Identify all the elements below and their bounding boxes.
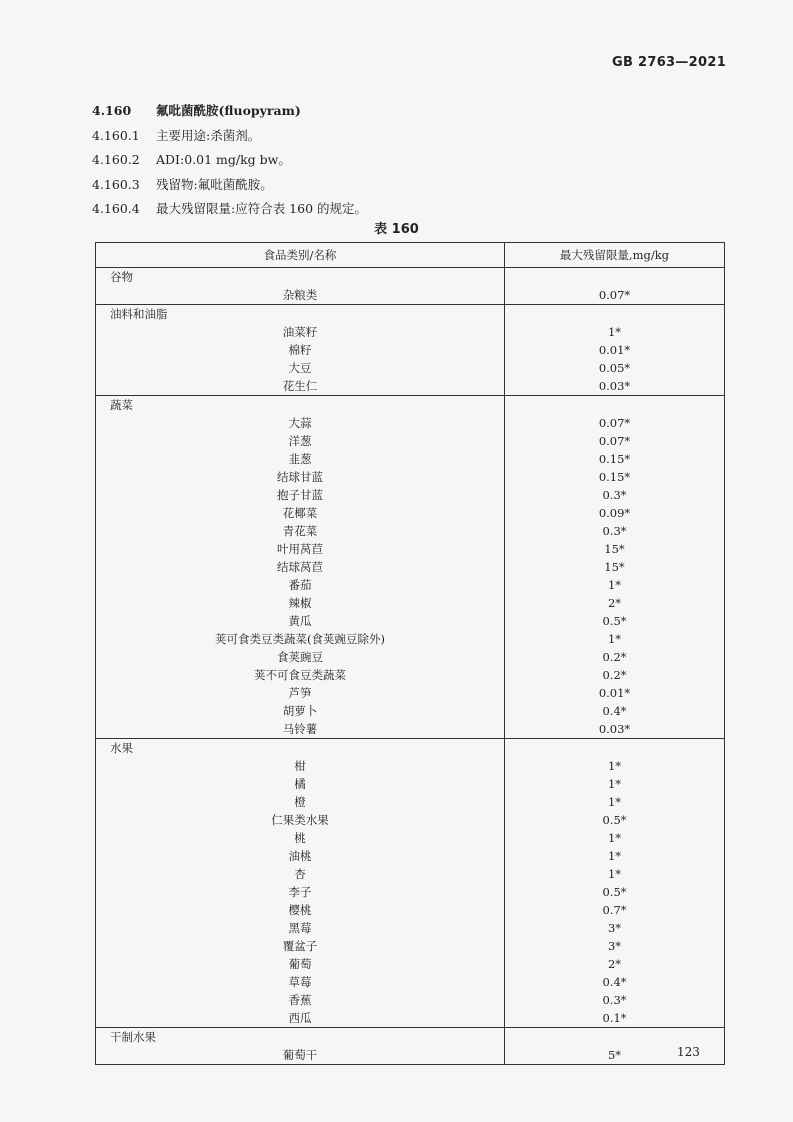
food-name-cell: 大蒜 (96, 414, 505, 432)
table-row (96, 973, 725, 991)
clause-line (92, 124, 367, 149)
table-row (96, 286, 725, 305)
clause-text: 最大残留限量:应符合表 160 的规定。 (156, 201, 368, 216)
clause-number: 4.160.2 (92, 152, 140, 167)
food-name-cell: 仁果类水果 (96, 811, 505, 829)
food-name-cell: 香蕉 (96, 991, 505, 1009)
clause-number: 4.160.1 (92, 127, 140, 143)
mrl-value-cell: 0.4* (505, 973, 725, 991)
mrl-value-cell: 1* (505, 793, 725, 811)
table-row (96, 1046, 725, 1065)
table-row (96, 811, 725, 829)
table-row (96, 720, 725, 739)
category-row (96, 268, 725, 287)
table-row (96, 684, 725, 702)
table-row (96, 901, 725, 919)
table-row (96, 648, 725, 666)
table-row (96, 793, 725, 811)
food-name-cell: 李子 (96, 883, 505, 901)
mrl-value-cell: 3* (505, 919, 725, 937)
food-name-cell: 韭葱 (96, 450, 505, 468)
table-row (96, 468, 725, 486)
food-name-cell: 覆盆子 (96, 937, 505, 955)
table-row (96, 522, 725, 540)
category-label: 干制水果 (96, 1028, 505, 1047)
standard-code: GB 2763—2021 (612, 55, 727, 70)
table-row (96, 341, 725, 359)
mrl-value-cell: 1* (505, 576, 725, 594)
category-label: 谷物 (96, 268, 505, 287)
mrl-value-cell: 1* (505, 775, 725, 793)
food-name-cell: 棉籽 (96, 341, 505, 359)
table-row (96, 775, 725, 793)
mrl-value-cell: 0.05* (505, 359, 725, 377)
food-name-cell: 食荚豌豆 (96, 648, 505, 666)
clause-number: 4.160.4 (92, 201, 140, 216)
table-row (96, 919, 725, 937)
table-row (96, 504, 725, 522)
table-row (96, 991, 725, 1009)
food-name-cell: 花生仁 (96, 377, 505, 396)
mrl-value-cell: 0.5* (505, 612, 725, 630)
mrl-value-cell: 0.15* (505, 450, 725, 468)
food-name-cell: 结球甘蓝 (96, 468, 505, 486)
mrl-value-cell: 0.09* (505, 504, 725, 522)
food-name-cell: 辣椒 (96, 594, 505, 612)
mrl-value-cell: 0.2* (505, 648, 725, 666)
table-row (96, 883, 725, 901)
mrl-table (95, 242, 725, 1065)
food-name-cell: 黄瓜 (96, 612, 505, 630)
clause-number: 4.160 (92, 103, 132, 118)
category-row (96, 1028, 725, 1047)
table-row (96, 594, 725, 612)
food-name-cell: 西瓜 (96, 1009, 505, 1028)
mrl-value-cell: 1* (505, 865, 725, 883)
table-row (96, 757, 725, 775)
food-name-cell: 青花菜 (96, 522, 505, 540)
table-header-row (96, 243, 725, 268)
food-name-cell: 胡萝卜 (96, 702, 505, 720)
table-row (96, 486, 725, 504)
food-name-cell: 洋葱 (96, 432, 505, 450)
category-label: 油料和油脂 (96, 305, 505, 324)
mrl-value-cell: 0.7* (505, 901, 725, 919)
table-row (96, 955, 725, 973)
food-name-cell: 橘 (96, 775, 505, 793)
mrl-value-cell: 0.03* (505, 720, 725, 739)
food-name-cell: 芦笋 (96, 684, 505, 702)
section-heading (92, 99, 367, 124)
table-row (96, 432, 725, 450)
clause-text: 残留物:氟吡菌酰胺。 (156, 176, 273, 192)
mrl-value-cell: 1* (505, 847, 725, 865)
section-4-160 (92, 99, 367, 222)
empty-cell (505, 268, 725, 287)
empty-cell (505, 1028, 725, 1047)
mrl-value-cell: 0.15* (505, 468, 725, 486)
food-name-cell: 葡萄干 (96, 1046, 505, 1065)
mrl-value-cell: 0.01* (505, 341, 725, 359)
food-name-cell: 叶用莴苣 (96, 540, 505, 558)
table-row (96, 865, 725, 883)
food-name-cell: 黑莓 (96, 919, 505, 937)
table-row (96, 829, 725, 847)
table-body (96, 268, 725, 1065)
food-name-cell: 荚可食类豆类蔬菜(食荚豌豆除外) (96, 630, 505, 648)
mrl-value-cell: 0.07* (505, 432, 725, 450)
table-row (96, 1009, 725, 1028)
food-name-cell: 马铃薯 (96, 720, 505, 739)
clause-line (92, 148, 367, 173)
food-name-cell: 油菜籽 (96, 323, 505, 341)
table-row (96, 612, 725, 630)
food-name-cell: 桃 (96, 829, 505, 847)
mrl-value-cell: 0.2* (505, 666, 725, 684)
mrl-value-cell: 0.07* (505, 286, 725, 305)
table-row (96, 937, 725, 955)
table-row (96, 450, 725, 468)
category-label: 水果 (96, 739, 505, 758)
table-row (96, 359, 725, 377)
mrl-value-cell: 0.01* (505, 684, 725, 702)
clause-line (92, 173, 367, 198)
mrl-value-cell: 0.3* (505, 522, 725, 540)
mrl-value-cell: 0.3* (505, 991, 725, 1009)
clause-number: 4.160.3 (92, 176, 140, 192)
table-row (96, 558, 725, 576)
mrl-value-cell: 0.07* (505, 414, 725, 432)
food-name-cell: 油桃 (96, 847, 505, 865)
food-name-cell: 橙 (96, 793, 505, 811)
empty-cell (505, 396, 725, 415)
clause-text: 主要用途:杀菌剂。 (156, 127, 261, 143)
table-row (96, 414, 725, 432)
mrl-value-cell: 1* (505, 829, 725, 847)
table-row (96, 666, 725, 684)
mrl-value-cell: 1* (505, 630, 725, 648)
food-name-cell: 抱子甘蓝 (96, 486, 505, 504)
mrl-value-cell: 0.3* (505, 486, 725, 504)
mrl-value-cell: 1* (505, 757, 725, 775)
mrl-value-cell: 2* (505, 594, 725, 612)
clause-text: 氟吡菌酰胺(fluopyram) (156, 103, 301, 118)
food-name-cell: 荚不可食豆类蔬菜 (96, 666, 505, 684)
food-name-cell: 樱桃 (96, 901, 505, 919)
clause-text: ADI:0.01 mg/kg bw。 (156, 152, 291, 167)
food-name-cell: 杂粮类 (96, 286, 505, 305)
mrl-value-cell: 0.5* (505, 883, 725, 901)
food-name-cell: 花椰菜 (96, 504, 505, 522)
table-row (96, 630, 725, 648)
category-row (96, 739, 725, 758)
mrl-value-cell: 15* (505, 558, 725, 576)
mrl-value-cell: 5* (505, 1046, 725, 1065)
table-caption: 表 160 (374, 222, 419, 237)
empty-cell (505, 739, 725, 758)
food-name-cell: 结球莴苣 (96, 558, 505, 576)
food-name-cell: 大豆 (96, 359, 505, 377)
food-name-cell: 番茄 (96, 576, 505, 594)
mrl-value-cell: 0.5* (505, 811, 725, 829)
mrl-value-cell: 3* (505, 937, 725, 955)
empty-cell (505, 305, 725, 324)
food-name-cell: 柑 (96, 757, 505, 775)
table-row (96, 576, 725, 594)
mrl-value-cell: 15* (505, 540, 725, 558)
food-name-cell: 杏 (96, 865, 505, 883)
food-name-cell: 草莓 (96, 973, 505, 991)
category-row (96, 305, 725, 324)
table-row (96, 702, 725, 720)
table-row (96, 847, 725, 865)
category-label: 蔬菜 (96, 396, 505, 415)
table-row (96, 540, 725, 558)
table-row (96, 377, 725, 396)
food-name-cell: 葡萄 (96, 955, 505, 973)
food-column-header: 食品类别/名称 (96, 243, 505, 268)
page-number: 123 (677, 1045, 700, 1059)
mrl-value-cell: 0.1* (505, 1009, 725, 1028)
mrl-value-cell: 2* (505, 955, 725, 973)
mrl-column-header: 最大残留限量,mg/kg (505, 243, 725, 268)
table-row (96, 323, 725, 341)
mrl-value-cell: 0.03* (505, 377, 725, 396)
mrl-value-cell: 0.4* (505, 702, 725, 720)
mrl-value-cell: 1* (505, 323, 725, 341)
category-row (96, 396, 725, 415)
